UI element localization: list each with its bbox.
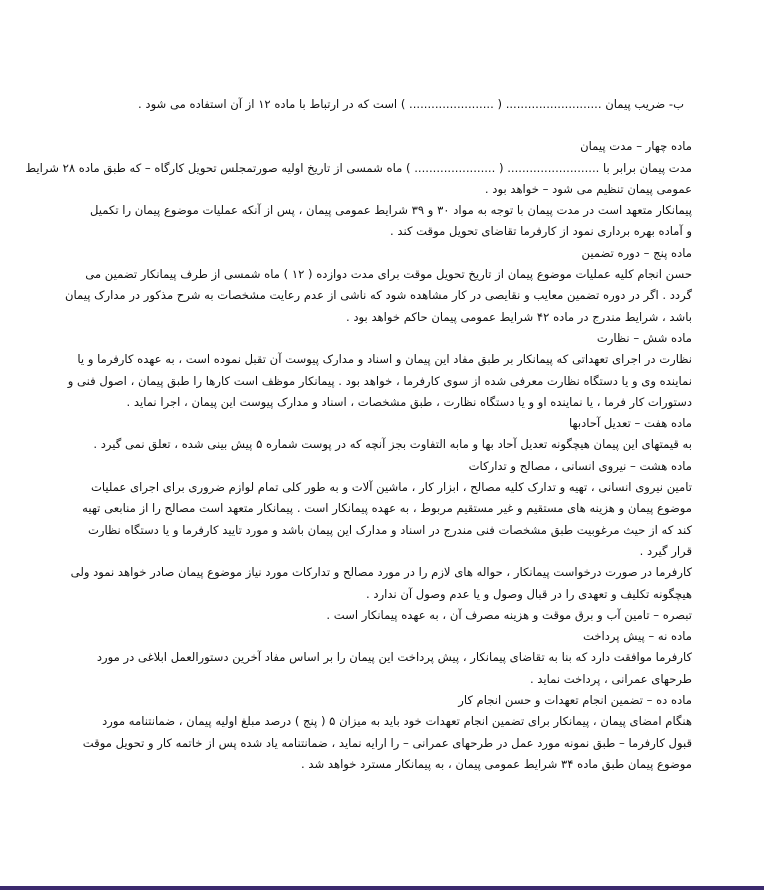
document-line: باشد ، شرایط مندرج در ماده ۴۲ شرایط عمومی پیمان حاکم خواهد بود . [346, 309, 692, 324]
document-line: طرحهای عمرانی ، پرداخت نماید . [529, 671, 692, 686]
document-line: هیچگونه تکلیف و تعهدی را در قبال وصول و یا عدم وصول آن ندارد . [366, 586, 692, 601]
document-line: قرار گیرد . [639, 543, 692, 558]
document-line: ماده هفت – تعدیل آحادبها [569, 416, 692, 431]
document-line: ماده چهار – مدت پیمان [580, 139, 692, 154]
document-line: موضوع پیمان طبق ماده ۳۴ شرایط عمومی پیمان ، به پیمانکار مسترد خواهد شد . [301, 756, 692, 771]
document-line: کارفرما موافقت دارد که بنا به تقاضای پیمانکار ، پیش پرداخت این پیمان را بر اساس مفاد آخرین دستورالعمل ابلاغی در مورد [96, 650, 692, 665]
document-line: به قیمتهای این پیمان هیچگونه تعدیل آحاد بها و مابه التفاوت بجز آنچه که در پوست شماره ۵ پیش بینی شده ، تعلق نمی گیرد . [93, 437, 692, 452]
document-line: پیمانکار متعهد است در مدت پیمان با توجه به مواد ۳۰ و ۳۹ شرایط عمومی پیمان ، پس از آنکه عملیات موضوع پیمان را تکمیل [89, 203, 692, 218]
document-line: کند که از حیث مرغوبیت طبق مشخصات فنی مندرج در اسناد و مدارک این پیمان باشد و مورد تایید کارفرما و یا دستگاه نظارت [87, 522, 692, 537]
document-line: ب- ضریب پیمان .......................... ( ....................... ) است که در ارتباط با ماده ۱۲ از آن استفاده می شود . [138, 97, 684, 111]
document-line: هنگام امضای پیمان ، پیمانکار برای تضمین انجام تعهدات خود باید به میزان ۵ ( پنج ) درصد مبلغ اولیه پیمان ، ضمانتنامه مورد [102, 714, 692, 729]
document-line: حسن انجام کلیه عملیات موضوع پیمان از تاریخ تحویل موقت برای مدت دوازده ( ۱۲ ) ماه شمسی از طرف پیمانکار تضمین می [85, 267, 692, 282]
document-line: گردد . اگر در دوره تضمین معایب و نقایصی در کار مشاهده شود که ناشی از عدم رعایت مشخصات به شرح مذکور در مدارک پیمان [64, 288, 692, 303]
document-line: ماده ده – تضمین انجام تعهدات و حسن انجام کار [458, 693, 692, 708]
document-line: تبصره – تامین آب و برق موقت و هزینه مصرف آن ، به عهده پیمانکار است . [326, 607, 692, 622]
document-line: قبول کارفرما – طبق نمونه مورد عمل در طرحهای عمرانی – را ارایه نماید ، ضمانتنامه یاد شده پس از خاتمه کار و تحویل موقت [82, 735, 692, 750]
document-line: نماینده وی و یا دستگاه نظارت معرفی شده از سوی کارفرما ، خواهد بود . پیمانکار موظف است کارها را طبق پیمان ، اصول فنی و [67, 373, 692, 388]
document-line: کارفرما در صورت درخواست پیمانکار ، حواله های لازم را در مورد مصالح و تدارکات مورد نیاز موضوع پیمان صادر خواهد نمود ولی [70, 565, 692, 580]
document-line: ماده هشت – نیروی انسانی ، مصالح و تدارکات [468, 458, 692, 473]
document-line: تامین نیروی انسانی ، تهیه و تدارک کلیه مصالح ، ابزار کار ، ماشین آلات و به طور کلی تمام لوازم ضروری برای اجرای عملیات [90, 480, 692, 495]
document-body [25, 94, 692, 775]
document-line: و آماده بهره برداری نمود از کارفرما تقاضای تحویل موقت کند . [390, 224, 692, 239]
document-line: عمومی پیمان تنظیم می شود – خواهد بود . [484, 181, 692, 196]
document-line: نظارت در اجرای تعهداتی که پیمانکار بر طبق مفاد این پیمان و اسناد و مدارک پیوست آن تقبل نموده است ، به عهده کارفرما و یا [77, 352, 692, 367]
document-line: مدت پیمان برابر با ......................... ( ...................... ) ماه شمسی از تاریخ اولیه صورتمجلس تحویل کارگاه – که طبق ماده ۲۸ شرایط [25, 160, 692, 175]
document-line: ماده نه – پیش پرداخت [582, 629, 692, 644]
document-line: دستورات کار فرما ، یا نماینده او و یا دستگاه نظارت ، طبق مشخصات ، اسناد و مدارک پیوست این پیمان ، اجرا نماید . [126, 394, 692, 409]
document-line: موضوع پیمان و هزینه های مستقیم و غیر مستقیم مربوط ، به عهده پیمانکار است . پیمانکار متعهد است مصالح را از منابعی تهیه [82, 501, 692, 516]
document-line: ماده پنج – دوره تضمین [581, 245, 692, 260]
paragraph-gap [84, 115, 692, 136]
document-line: ماده شش – نظارت [596, 330, 692, 345]
bottom-border [0, 886, 764, 890]
